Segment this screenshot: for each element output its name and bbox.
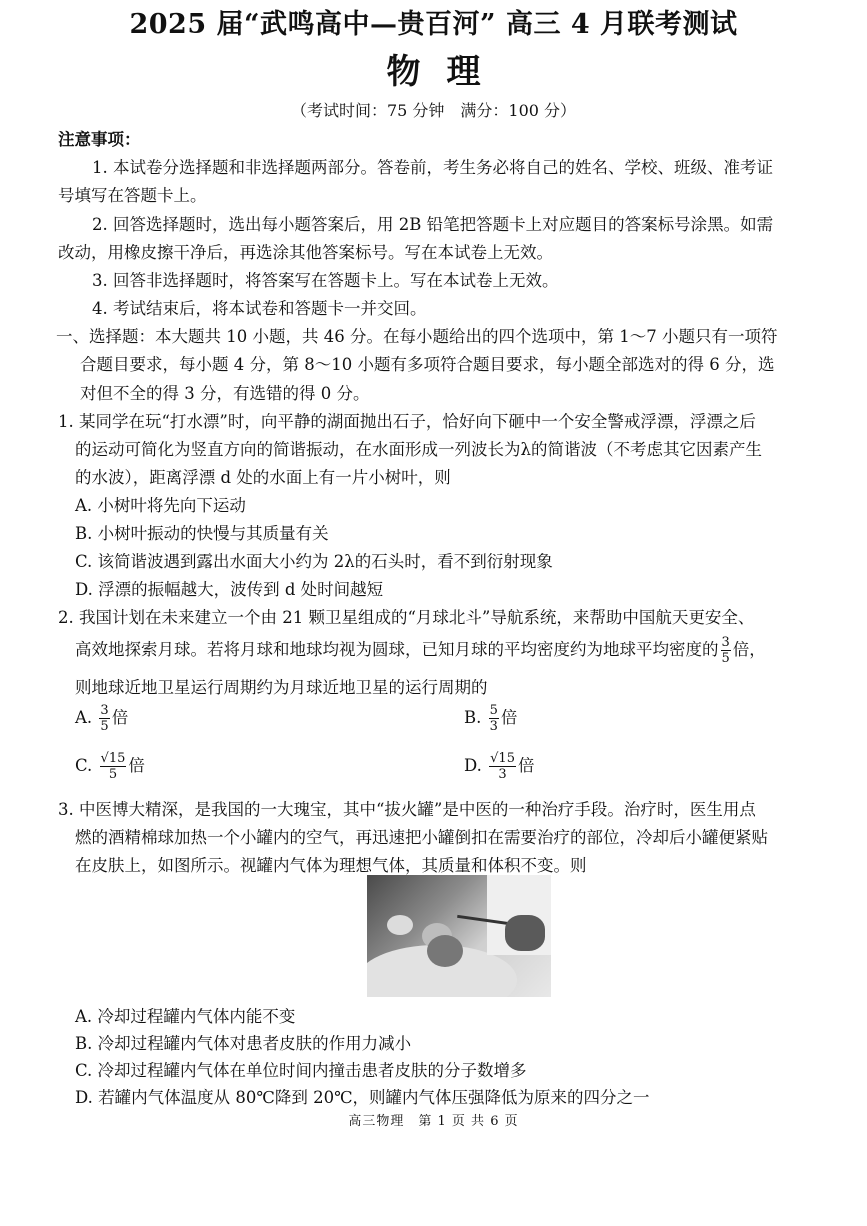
photo-cup [387, 915, 413, 935]
q3-stem: 在皮肤上，如图所示。视罐内气体为理想气体，其质量和体积不变。则 [75, 856, 587, 875]
notice-line: 3. 回答非选择题时，将答案写在答题卡上。写在本试卷上无效。 [92, 271, 559, 290]
q2-option-b [464, 704, 517, 733]
fraction-numerator: √15 [490, 751, 515, 766]
q2-stem: 则地球近地卫星运行周期约为月球近地卫星的运行周期的 [75, 678, 488, 697]
section-heading-line: 对但不全的得 3 分，有选错的得 0 分。 [80, 384, 370, 403]
q3-stem: 3. 中医博大精深，是我国的一大瑰宝，其中“拔火罐”是中医的一种治疗手段。治疗时，医生用点 [58, 800, 756, 819]
option-unit: 倍 [111, 708, 129, 727]
page-footer: 高三物理 第 1 页 共 6 页 [348, 1114, 519, 1129]
subject-title: 物理 [386, 52, 507, 92]
fraction-denominator: 5 [108, 767, 118, 782]
option-fraction [489, 752, 516, 781]
option-label: B. [464, 708, 482, 727]
fraction-denominator: 5 [100, 719, 109, 734]
q2-stem-line2 [75, 636, 766, 665]
notice-line: 号填写在答题卡上。 [58, 186, 207, 205]
cupping-photo [367, 875, 551, 997]
q1-option-a: A. 小树叶将先向下运动 [75, 496, 246, 515]
q3-option-a: A. 冷却过程罐内气体内能不变 [75, 1007, 296, 1026]
exam-title: 2025 届“武鸣高中—贵百河” 高三 4 月联考测试 [129, 9, 738, 40]
q1-option-b: B. 小树叶振动的快慢与其质量有关 [75, 524, 329, 543]
fraction-numerator: 5 [489, 703, 498, 718]
option-unit: 倍 [517, 756, 535, 775]
q3-option-c: C. 冷却过程罐内气体在单位时间内撞击患者皮肤的分子数增多 [75, 1061, 527, 1080]
fraction-denominator: 3 [498, 767, 507, 782]
fraction-denominator: 3 [489, 719, 498, 734]
q1-stem: 的运动可简化为竖直方向的简谐振动，在水面形成一列波长为λ的简谐波（不考虑其它因素产生 [75, 440, 762, 459]
photo-cup [427, 935, 463, 967]
q1-option-c: C. 该简谐波遇到露出水面大小约为 2λ的石头时，看不到衍射现象 [75, 552, 553, 571]
q1-stem: 的水波），距离浮漂 d 处的水面上有一片小树叶，则 [75, 468, 451, 487]
notice-line: 4. 考试结束后，将本试卷和答题卡一并交回。 [92, 299, 427, 318]
q1-stem: 1. 某同学在玩“打水漂”时，向平静的湖面抛出石子，恰好向下砸中一个安全警戒浮漂，浮漂之后 [58, 412, 756, 431]
notice-line: 2. 回答选择题时，选出每小题答案后，用 2B 铅笔把答题卡上对应题目的答案标号涂黑。如需 [92, 215, 774, 234]
q3-option-d: D. 若罐内气体温度从 80℃降到 20℃，则罐内气体压强降低为原来的四分之一 [75, 1088, 650, 1107]
option-fraction [489, 704, 499, 733]
q1-option-d: D. 浮漂的振幅越大，波传到 d 处时间越短 [75, 580, 384, 599]
notice-line: 1. 本试卷分选择题和非选择题两部分。答卷前，考生务必将自己的姓名、学校、班级、准考证 [92, 158, 773, 177]
q3-stem: 燃的酒精棉球加热一个小罐内的空气，再迅速把小罐倒扣在需要治疗的部位，冷却后小罐便紧贴 [75, 828, 768, 847]
q2-stem-text: 高效地探索月球。若将月球和地球均视为圆球，已知月球的平均密度约为地球平均密度的 [75, 640, 719, 659]
fraction-numerator: 3 [100, 703, 109, 718]
q2-option-d [464, 752, 534, 781]
q2-stem: 2. 我国计划在未来建立一个由 21 颗卫星组成的“月球北斗”导航系统，来帮助中国航天更安全、 [58, 608, 755, 627]
section-heading-line: 合题目要求，每小题 4 分，第 8～10 小题有多项符合题目要求，每小题全部选对的得 6 分，选 [80, 355, 775, 374]
option-fraction [100, 752, 127, 781]
photo-hand [505, 915, 545, 951]
option-label: C. [75, 756, 93, 775]
q2-stem-text: 倍， [732, 640, 766, 659]
section-heading: 一、选择题：本大题共 10 小题，共 46 分。在每小题给出的四个选项中，第 1～7 小题只有一项符 [56, 327, 778, 346]
option-label: A. [75, 708, 93, 727]
option-label: D. [464, 756, 482, 775]
ratio-denominator: 5 [721, 651, 730, 666]
option-fraction [99, 704, 109, 733]
notice-line: 改动，用橡皮擦干净后，再选涂其他答案标号。写在本试卷上无效。 [58, 243, 553, 262]
option-unit: 倍 [500, 708, 518, 727]
density-ratio [721, 636, 731, 665]
fraction-numerator: √15 [100, 751, 126, 766]
q2-option-c [75, 752, 145, 781]
q2-option-a [75, 704, 128, 733]
ratio-numerator: 3 [721, 635, 730, 650]
exam-info: （考试时间：75 分钟 满分：100 分） [290, 101, 577, 120]
notice-heading: 注意事项： [58, 130, 141, 149]
option-unit: 倍 [128, 756, 145, 775]
q3-option-b: B. 冷却过程罐内气体对患者皮肤的作用力减小 [75, 1034, 412, 1053]
